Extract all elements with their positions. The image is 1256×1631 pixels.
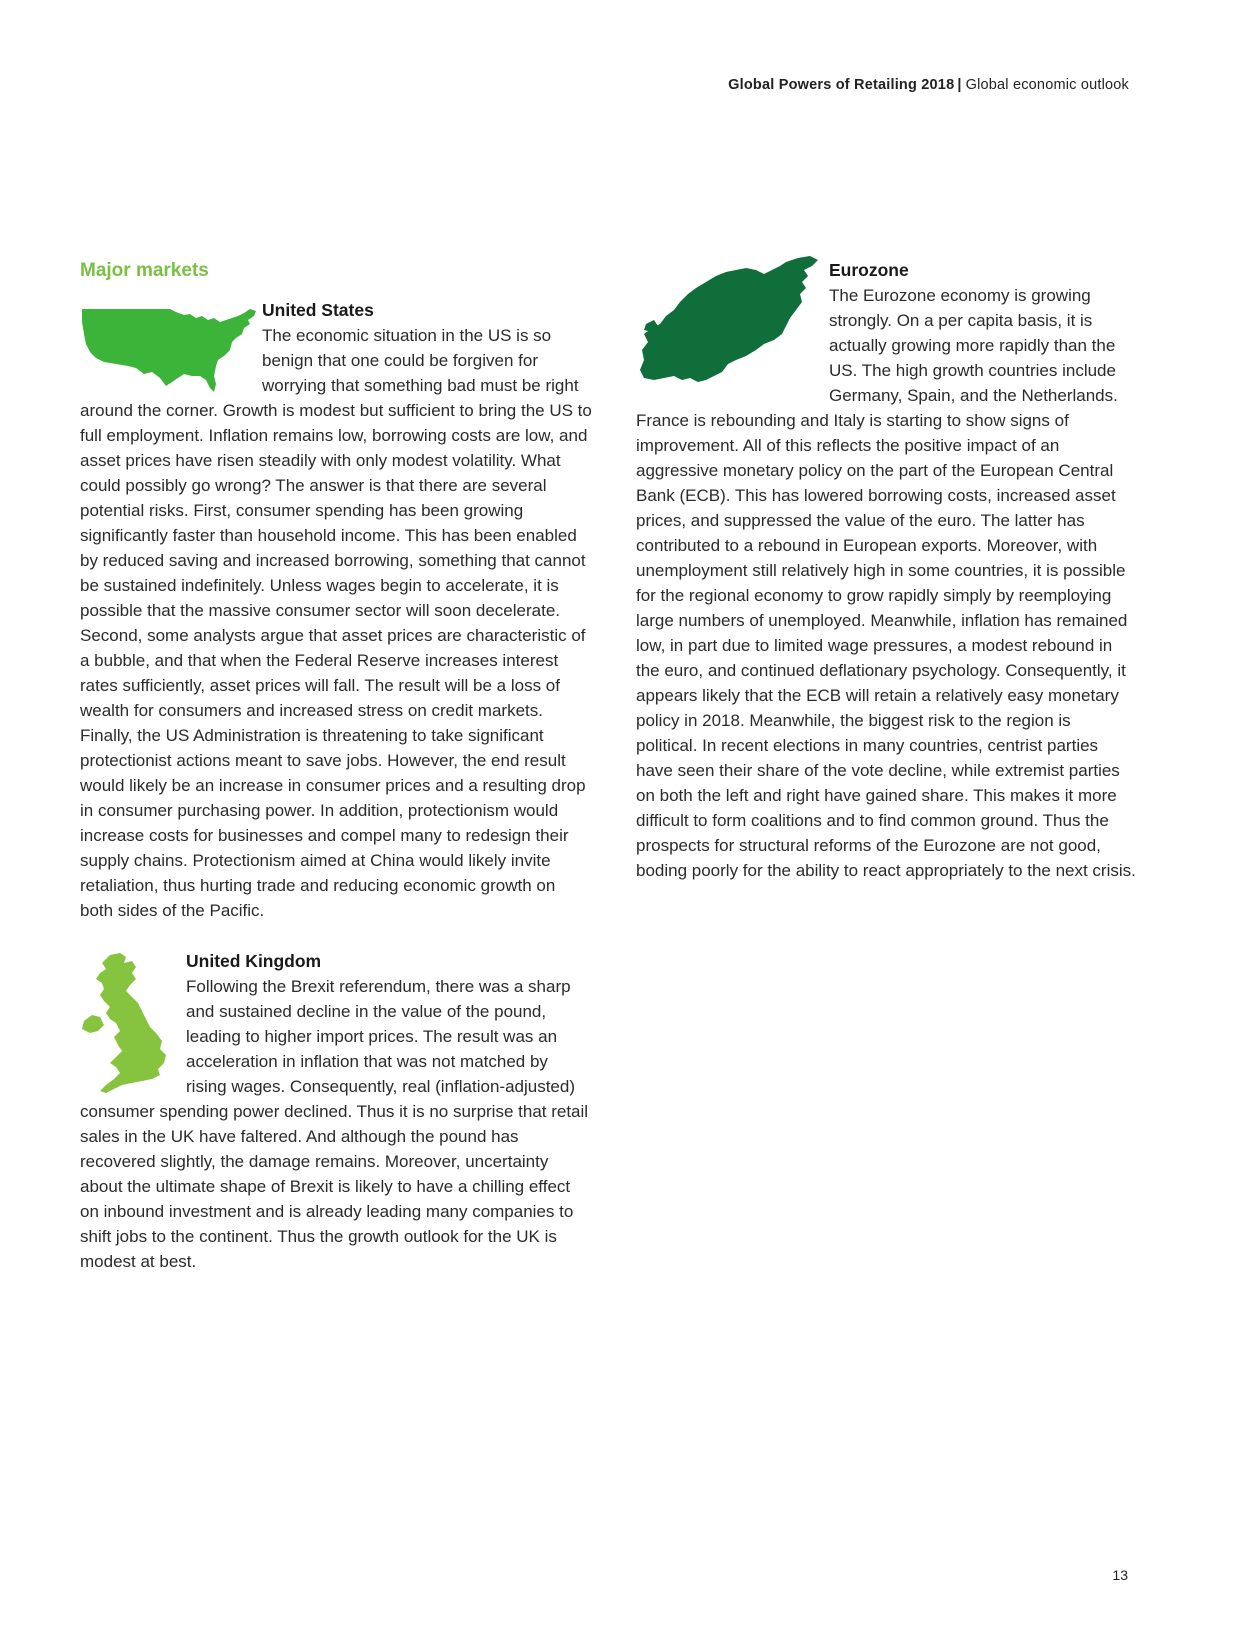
uk-body-text: Following the Brexit referendum, there was a sharp and sustained decline in the value of the pound, leading to higher import prices. The result was an acceleration in inflation that was not matched by rising wages. Consequently, real (inflation-adjusted) consumer spending power declined. Thus it is no surprise that retail sales in the UK have faltered. And although the pound has recovered slightly, the damage remains. Moreover, uncertainty about the ultimate shape of Brexit is likely to have a chilling effect on inbound investment and is already leading many companies to shift jobs to the continent. Thus the growth outlook for the UK is modest at best.: [80, 977, 589, 1271]
eurozone-section: [636, 258, 1136, 883]
eurozone-heading: Eurozone: [829, 260, 909, 280]
eurozone-body-text: The Eurozone economy is growing strongly. On a per capita basis, it is actually growing more rapidly than the US. The high growth countries include Germany, Spain, and the Netherlands. France is rebounding and Italy is starting to show signs of improvement. All of this reflects the positive impact of an aggressive monetary policy on the part of the European Central Bank (ECB). This has lowered borrowing costs, increased asset prices, and suppressed the value of the euro. The latter has contributed to a rebound in European exports. Moreover, with unemployment still relatively high in some countries, it is possible for the regional economy to grow rapidly simply by reemploying large numbers of unemployed. Meanwhile, inflation has remained low, in part due to limited wage pressures, a modest rebound in the euro, and continued deflationary psychology. Consequently, it appears likely that the ECB will retain a relatively easy monetary policy in 2018. Meanwhile, the biggest risk to the region is political. In recent elections in many countries, centrist parties have seen their share of the vote decline, while extremist parties on both the left and right have gained share. This makes it more difficult to form coalitions and to find common ground. Thus the prospects for structural reforms of the Eurozone are not good, boding poorly for the ability to react appropriately to the next crisis.: [636, 286, 1136, 880]
report-title: Global Powers of Retailing 2018: [728, 77, 955, 93]
us-heading: United States: [262, 300, 374, 320]
page-number: 13: [1112, 1567, 1128, 1583]
us-body-text: The economic situation in the US is so benign that one could be forgiven for worrying that something bad must be right around the corner. Growth is modest but sufficient to bring the US to full employment. Inflation remains low, borrowing costs are low, and asset prices have risen steadily with only modest volatility. What could possibly go wrong? The answer is that there are several potential risks. First, consumer spending has been growing significantly faster than household income. This has been enabled by reduced saving and increased borrowing, something that cannot be sustained indefinitely. Unless wages begin to accelerate, it is possible that the massive consumer sector will soon decelerate. Second, some analysts argue that asset prices are characteristic of a bubble, and that when the Federal Reserve increases interest rates sufficiently, asset prices will fall. The result will be a loss of wealth for consumers and increased stress on credit markets. Finally, the US Administration is threatening to take significant protectionist actions meant to save jobs. However, the end result would likely be an increase in consumer prices and a resulting drop in consumer purchasing power. In addition, protectionism would increase costs for businesses and compel many to redesign their supply chains. Protectionism aimed at China would likely invite retaliation, thus hurting trade and reducing economic growth on both sides of the Pacific.: [80, 326, 592, 920]
us-map-icon: [80, 306, 258, 394]
page-header: [728, 77, 1129, 93]
uk-heading: United Kingdom: [186, 951, 322, 971]
us-section: [80, 298, 592, 923]
header-section: Global economic outlook: [965, 77, 1129, 93]
uk-section: [80, 949, 592, 1274]
right-column: [636, 258, 1136, 883]
section-title: Major markets: [80, 260, 209, 281]
europe-map-icon: [636, 254, 822, 384]
uk-map-icon: [80, 951, 180, 1099]
header-separator: |: [957, 77, 962, 93]
left-column: [80, 258, 592, 1274]
